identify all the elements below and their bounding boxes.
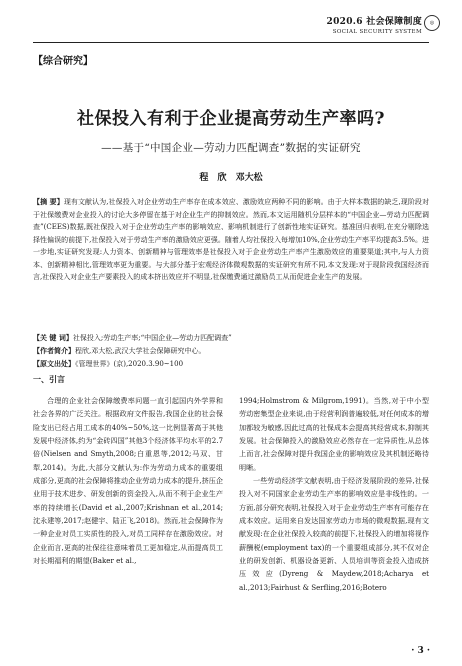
source-text: 《管理世界》(京),2020.3.90~100 [75, 360, 184, 368]
journal-issue: 2020.6 社会保障制度 [326, 17, 422, 27]
journal-header [327, 14, 422, 35]
page-number: · 3 · [411, 646, 430, 656]
source [33, 358, 429, 370]
intro-heading: 一、引言 [33, 374, 65, 384]
author-intro-label: 【作者简介】 [33, 346, 75, 355]
keywords-text: 社保投入;劳动生产率;“中国企业—劳动力匹配调查” [72, 334, 232, 342]
paragraph: 合理的企业社会保障缴费率问题一直引起国内外学界和社会各界的广泛关注。根据政府文件报告,我国企业的社会保险支出已经占用工成本的40%~50%,这一比例显著高于其他发展中经济体,约为“金砖四国”其他3个经济体平均水平的2.7倍(Nielsen and Smyth,2008;白重恩等,2012;马双、甘犁,2014)。为此,大部分文献认为:作为劳动力成本的重要组成部分,更高的社会保障将推动企业劳动力成本的提升,挤压企业用于技术进步、研发创新的资金投入,从而不利于企业生产率的持续增长(David et al.,2007;Krishnan et al.,2014;沈永建等,2017;赵健宇、陆正飞,2018)。然而,社会保障作为一种企业对员工实质性的投入,对员工同样存在激励效应。对企业而言,更高的社保往往意味着员工更加稳定,从而提高员工对长期福利的期望(Baker et al., [33, 396, 223, 566]
article-title: 社保投入有利于企业提高劳动生产率吗? [77, 109, 385, 129]
source-label: 【原文出处】 [33, 359, 75, 368]
journal-name-en: SOCIAL SECURITY SYSTEM [332, 29, 422, 35]
paragraph: 1994;Holmstrom & Milgrom,1991)。当然,对于中小型劳动密集型企业来说,由于经营利润普遍较低,对任何成本的增加都较为敏感,因此过高的社保成本会提高其经营成本,抑制其发展。社会保障投入的激励效应必然存在一定异质性,从总体上而言,社会保障对提升我国企业的影响效应及其机制还略待明晰。 [239, 396, 429, 472]
header-divider [33, 42, 429, 43]
author-intro [33, 345, 429, 357]
paragraph: 一些劳动经济学文献表明,由于经济发展阶段的差异,社保投入对不同国家企业劳动生产率的影响效应是非线性的。一方面,部分研究表明,社保投入对于企业劳动生产率有可能存在成本效应。运用来自发达国家劳动力市场的微观数据,现有文献发现:在企业社保投入较高的前提下,社保投入的增加将视作薪酬税(employment tax)的一个重要组成部分,其不仅对企业的研发创新、机器设备更新、人员培训等资金投入造成挤压效应(Dyreng & Maydew,2018;Acharya et al.,2013;Fairhust & Serfling,2016;Botero [239, 476, 429, 592]
section-tag: 【综合研究】 [33, 56, 93, 67]
abstract-text: 现有文献认为,社保投入对企业劳动生产率存在成本效应、激励效应两种不同的影响。由于大样本数据的缺乏,现阶段对于社保缴费对企业投入的讨论大多停留在基于对企业生产的抑制效应。然而,本文运用随机分层样本的“中国企业—劳动力匹配调查”(CEES)数据,既社保投入对于企业劳动生产率的影响效应、影响机制进行了创新性地实证研究。基准回归表明,在充分剔除选择性偏误的前提下,社保投入对于劳动生产率的激励效应更强。随着人均社保投入每增加10%,企业劳动生产率平均提高3.5%。进一步地,实证研究发现:人力资本、创新精神与管理效率是社保投入对于企业劳动生产率产生激励效应的重要渠道;其中,与人力资本、创新精神相比,管理效率更为重要。与大部分基于宏观经济体微观数据的实证研究有所不同,本文发现:对于现阶段我国经济而言,社保投入对企业生产要素投入的成本挤出效应并不明显,社保缴费通过激励员工从而促进企业生产的发展。 [33, 198, 430, 281]
abstract-label: 【摘 要】 [33, 197, 64, 206]
left-column [33, 394, 223, 567]
author-intro-text: 程欣,邓大松,武汉大学社会保障研究中心。 [75, 347, 206, 355]
journal-logo: ◎ [424, 15, 440, 31]
keywords-label: 【关 键 词】 [33, 333, 73, 342]
article-subtitle: ——基于“中国企业—劳动力匹配调查”数据的实证研究 [101, 142, 361, 154]
article-authors: 程 欣 邓大松 [199, 173, 263, 183]
keywords [33, 332, 429, 344]
abstract [33, 196, 429, 284]
right-column [239, 394, 429, 594]
